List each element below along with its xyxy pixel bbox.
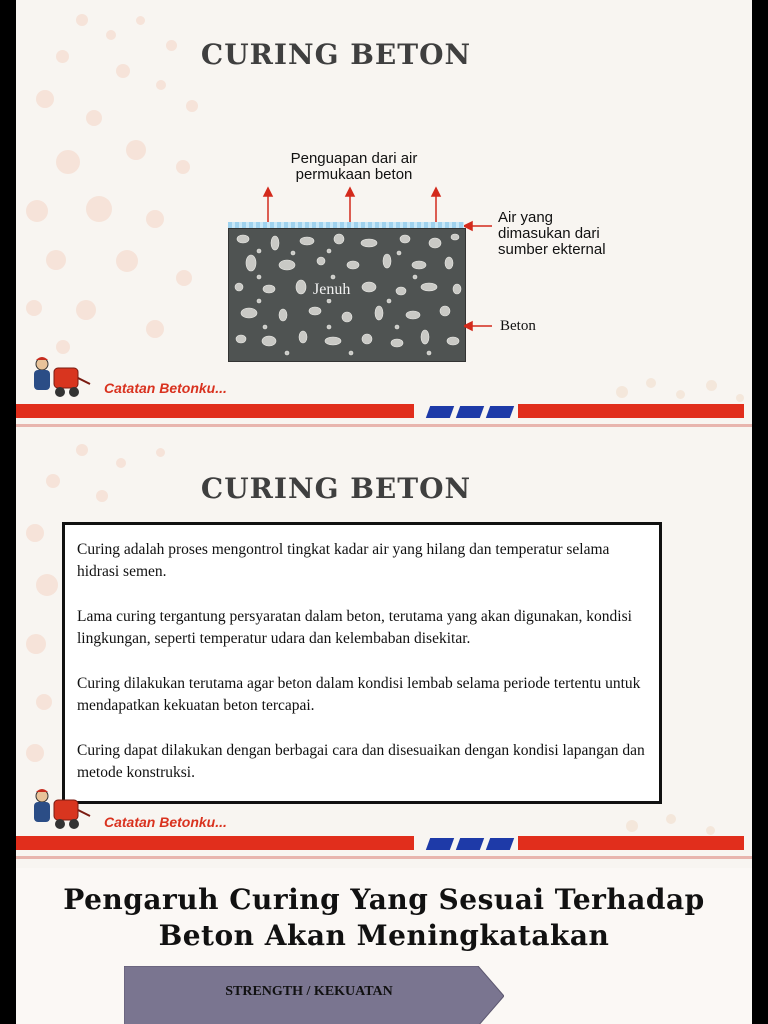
slide-curing-effect bbox=[16, 868, 752, 1024]
footer-red-bar-left bbox=[16, 836, 414, 850]
footer-blue-stripe bbox=[426, 838, 454, 850]
paragraph: Lama curing tergantung persyaratan dalam beton, terutama yang akan digunakan, kondisi lingkungan, seperti temperatur udara dan kelembaban disekitar. bbox=[77, 608, 632, 647]
strength-arrow bbox=[124, 966, 504, 1024]
paragraph: Curing dapat dilakukan dengan berbagai cara dan disesuaikan dengan kondisi lapangan dan metode konstruksi. bbox=[77, 742, 645, 781]
footer-blue-stripe bbox=[486, 406, 514, 418]
arrow-left-icon bbox=[464, 322, 472, 330]
footer-brand-text: Catatan Betonku... bbox=[104, 380, 227, 396]
external-water-label: Air yang dimasukan dari sumber ekternal bbox=[498, 209, 606, 258]
definition-textbox bbox=[62, 522, 662, 804]
footer-blue-stripe bbox=[456, 838, 484, 850]
footer-red-bar-right bbox=[518, 836, 744, 850]
concrete-state-label: Jenuh bbox=[307, 281, 356, 299]
mascot-icon bbox=[24, 786, 94, 832]
footer-blue-stripe bbox=[486, 838, 514, 850]
footer-blue-stripe bbox=[426, 406, 454, 418]
effect-heading: Pengaruh Curing Yang Sesuai Terhadap Beton Akan Meningkatakan bbox=[63, 883, 705, 952]
pointer-arrows bbox=[464, 218, 494, 334]
paragraph: Curing dilakukan terutama agar beton dalam kondisi lembab selama periode tertentu untuk mendapatkan kekuatan beton tercapai. bbox=[77, 675, 641, 714]
footer-brand-text: Catatan Betonku... bbox=[104, 814, 227, 830]
footer-red-bar-left bbox=[16, 404, 414, 418]
paragraph: Curing adalah proses mengontrol tingkat kadar air yang hilang dan temperatur selama hidrasi semen. bbox=[77, 541, 610, 580]
document-page bbox=[16, 0, 752, 1024]
slide-curing-text bbox=[16, 434, 752, 866]
slide-title: CURING BETON bbox=[200, 472, 472, 505]
strength-label: STRENGTH / KEKUATAN bbox=[225, 984, 393, 999]
footer-divider bbox=[16, 424, 752, 427]
footer-red-bar-right bbox=[518, 404, 744, 418]
evaporation-arrows bbox=[256, 186, 456, 226]
arrow-left-icon bbox=[464, 222, 472, 230]
footer-blue-stripe bbox=[456, 406, 484, 418]
concrete-label: Beton bbox=[500, 318, 536, 334]
evaporation-label: Penguapan dari air permukaan beton bbox=[290, 150, 418, 183]
footer-divider bbox=[16, 856, 752, 859]
concrete-block bbox=[228, 228, 466, 362]
slide-title: CURING BETON bbox=[200, 38, 472, 71]
mascot-icon bbox=[24, 354, 94, 400]
slide-curing-diagram bbox=[16, 0, 752, 432]
